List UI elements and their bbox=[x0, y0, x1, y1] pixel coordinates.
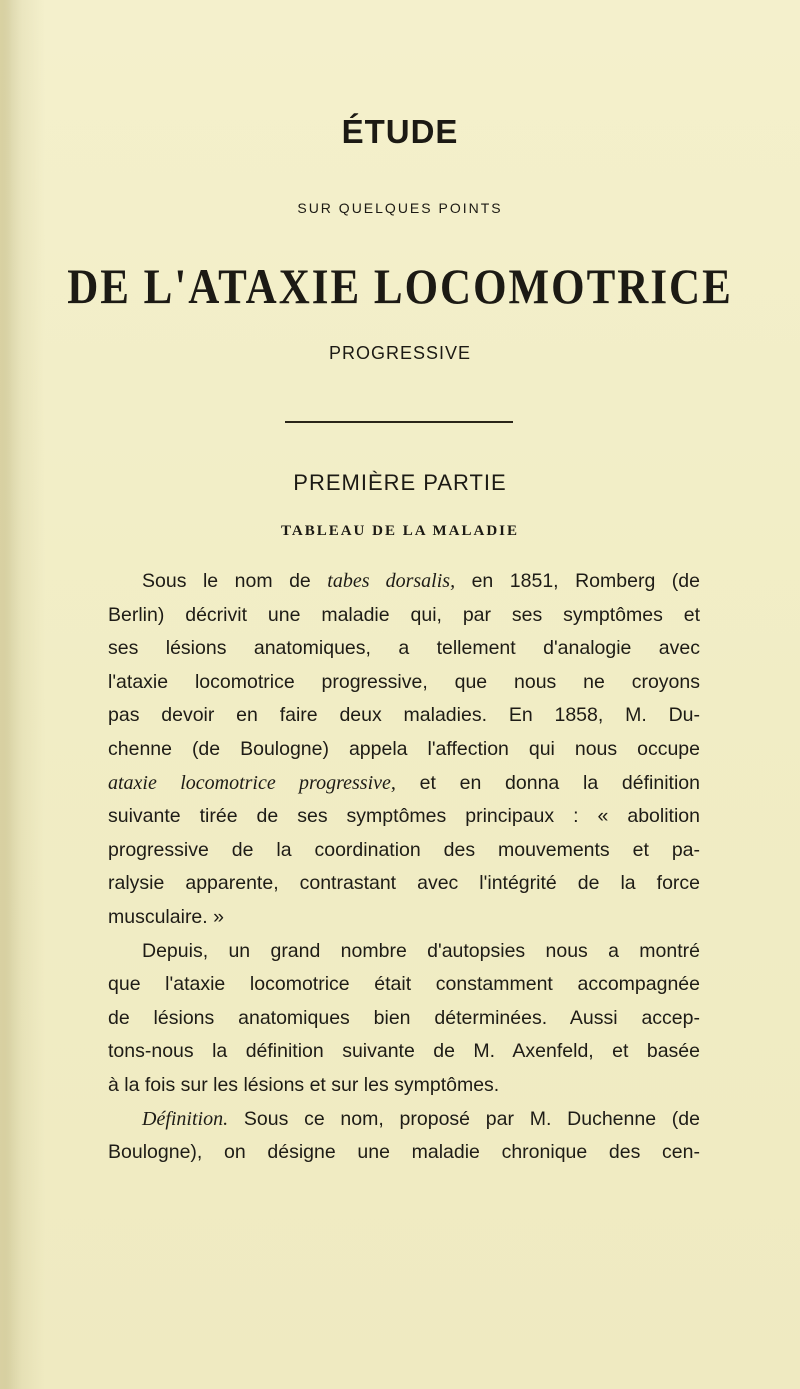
title-progressive: PROGRESSIVE bbox=[328, 343, 472, 363]
text-line: progressive de la coordination des mouvements et pa- bbox=[108, 838, 700, 861]
title-subline: SUR QUELQUES POINTS bbox=[297, 200, 503, 216]
text-line: que l'ataxie locomotrice était constamment accompagnée bbox=[108, 973, 700, 996]
text-line: à la fois sur les lésions et sur les symptômes. bbox=[108, 1073, 500, 1096]
text-line: ataxie locomotrice progressive, et en donna la définition bbox=[108, 771, 700, 794]
text-line: de lésions anatomiques bien déterminées. Aussi accep- bbox=[108, 1006, 700, 1029]
italic-term: tabes dorsalis, bbox=[327, 570, 456, 592]
text-line: musculaire. » bbox=[108, 905, 224, 928]
part-heading: PREMIÈRE PARTIE bbox=[293, 470, 507, 495]
text-line: Berlin) décrivit une maladie qui, par ses symptômes et bbox=[108, 603, 700, 626]
text-line: Définition. Sous ce nom, proposé par M. Duchenne (de bbox=[142, 1107, 700, 1130]
text-line: ses lésions anatomiques, a tellement d'analogie avec bbox=[108, 637, 700, 660]
text-line: pas devoir en faire deux maladies. En 1858, M. Du- bbox=[108, 704, 700, 727]
text-line: Sous le nom de tabes dorsalis, en 1851, Romberg (de bbox=[142, 570, 700, 592]
title-etude: ÉTUDE bbox=[341, 113, 459, 150]
text-line: chenne (de Boulogne) appela l'affection qui nous occupe bbox=[108, 737, 700, 760]
body-text bbox=[108, 565, 700, 1170]
text-line: Depuis, un grand nombre d'autopsies nous a montré bbox=[142, 939, 700, 962]
italic-term: ataxie locomotrice progressive, bbox=[108, 771, 396, 794]
title-divider bbox=[285, 421, 513, 423]
text-line: suivante tirée de ses symptômes principaux : « abolition bbox=[108, 805, 700, 828]
text-line: Boulogne), on désigne une maladie chronique des cen- bbox=[108, 1141, 700, 1164]
chapter-subheading: TABLEAU DE LA MALADIE bbox=[280, 523, 519, 539]
text-line: tons-nous la définition suivante de M. Axenfeld, et basée bbox=[108, 1040, 700, 1063]
italic-term: Définition. bbox=[142, 1107, 229, 1130]
text-line: l'ataxie locomotrice progressive, que nous ne croyons bbox=[108, 670, 700, 693]
title-main: DE L'ATAXIE LOCOMOTRICE bbox=[67, 260, 733, 315]
text-line: ralysie apparente, contrastant avec l'intégrité de la force bbox=[108, 872, 700, 895]
